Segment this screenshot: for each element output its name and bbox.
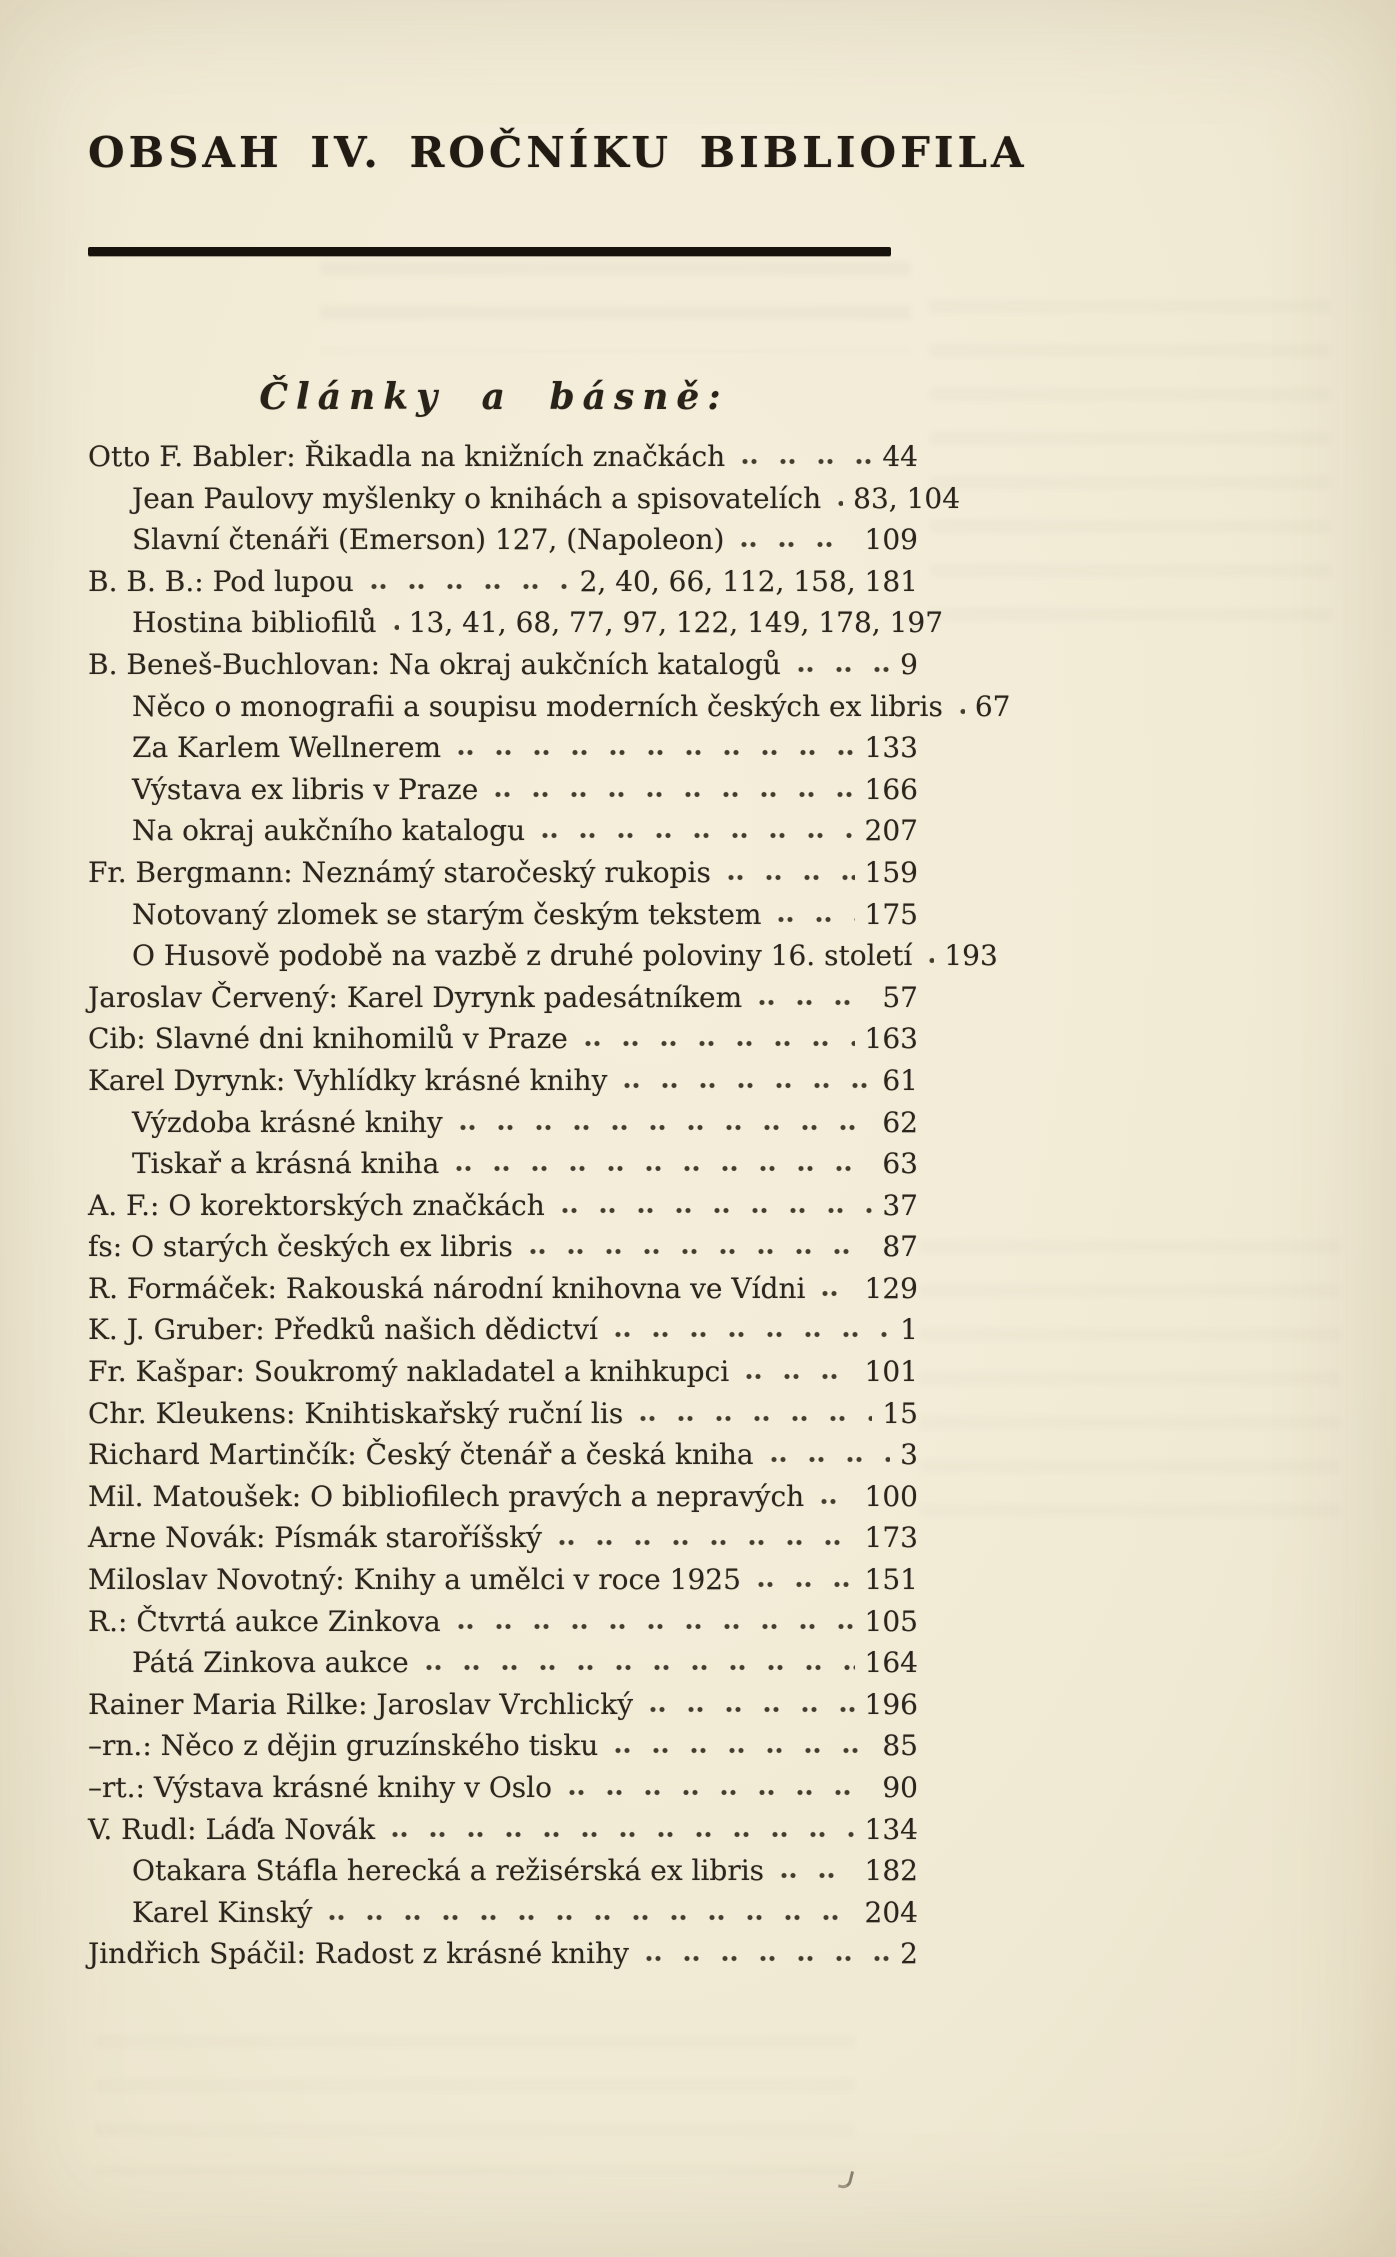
toc-entry-page-numbers: 9: [900, 647, 918, 681]
toc-entry-title: Fr. Bergmann: Neznámý staročeský rukopis: [88, 855, 711, 889]
toc-entry-title: Cib: Slavné dni knihomilů v Praze: [88, 1022, 568, 1056]
toc-entry-page-numbers: 67: [974, 689, 1011, 723]
toc-entry-row: [88, 1226, 918, 1268]
dot-leader: [457, 748, 854, 757]
toc-entry-title: Notovaný zlomek se starým českým tekstem: [132, 897, 762, 931]
dot-leader: [425, 1663, 855, 1672]
toc-entry-page-numbers: 196: [864, 1687, 918, 1721]
toc-entry-row: [88, 977, 918, 1019]
dot-leader: [820, 1497, 854, 1506]
dot-leader: [529, 1247, 872, 1256]
dot-leader: [455, 1164, 872, 1173]
toc-entry-title: K. J. Gruber: Předků našich dědictví: [88, 1313, 598, 1347]
toc-entry-page-numbers: 85: [882, 1729, 918, 1763]
toc-entry-title: Karel Dyrynk: Vyhlídky krásné knihy: [88, 1063, 608, 1097]
toc-entry-page-numbers: 173: [864, 1521, 918, 1555]
toc-entry-row: [88, 1102, 918, 1144]
dot-leader: [928, 956, 934, 965]
toc-entry-page-numbers: 129: [864, 1271, 918, 1305]
toc-entry-row: [88, 1850, 918, 1892]
toc-entry-title: B. B. B.: Pod lupou: [88, 564, 354, 598]
toc-entry-title: Rainer Maria Rilke: Jaroslav Vrchlický: [88, 1687, 634, 1721]
toc-entry-page-numbers: 37: [882, 1188, 918, 1222]
toc-entry-title: Mil. Matoušek: O bibliofilech pravých a nepravých: [88, 1479, 805, 1513]
toc-entry-page-numbers: 57: [882, 980, 918, 1014]
toc-entry-row: [88, 602, 944, 644]
dot-leader: [649, 1705, 855, 1714]
toc-entry-title: Chr. Kleukens: Knihtiskařský ruční lis: [88, 1396, 624, 1430]
toc-entry-title: Otto F. Babler: Řikadla na knižních značkách: [88, 440, 726, 473]
toc-entry-row: [88, 727, 918, 769]
dot-leader: [614, 1330, 890, 1339]
toc-entry-page-numbers: 204: [864, 1895, 918, 1929]
toc-entry-row: [88, 935, 998, 977]
dot-leader: [797, 665, 890, 674]
reverse-side-show-through: [320, 262, 910, 352]
toc-entry-title: Richard Martinčík: Český čtenář a česká kniha: [88, 1438, 754, 1472]
dot-leader: [623, 1081, 872, 1090]
toc-entry-row: [88, 1767, 918, 1809]
dot-leader: [541, 831, 854, 840]
toc-entry-row: [88, 1517, 918, 1559]
toc-entry-page-numbers: 62: [882, 1105, 918, 1139]
toc-entry-title: R.: Čtvrtá aukce Zinkova: [88, 1604, 441, 1638]
toc-entry-title: B. Beneš-Buchlovan: Na okraj aukčních katalogů: [88, 647, 781, 681]
reverse-side-show-through: [95, 2035, 855, 2175]
toc-entry-page-numbers: 15: [882, 1396, 918, 1430]
toc-entry-page-numbers: 151: [864, 1563, 918, 1597]
toc-entry-row: [88, 686, 1011, 728]
toc-entry-page-numbers: 87: [882, 1230, 918, 1264]
toc-entry-row: [88, 1018, 918, 1060]
dot-leader: [959, 707, 965, 716]
toc-entry-row: [88, 1684, 918, 1726]
toc-entry-title: Hostina bibliofilů: [132, 606, 377, 640]
toc-entry-page-numbers: 61: [882, 1063, 918, 1097]
dot-leader: [568, 1788, 872, 1797]
reverse-side-show-through: [930, 300, 1330, 630]
toc-entry-page-numbers: 159: [864, 855, 918, 889]
dot-leader: [740, 540, 854, 549]
toc-entry-row: [88, 1476, 918, 1518]
dot-leader: [758, 998, 872, 1007]
toc-entry-row: [88, 1268, 918, 1310]
toc-entry-title: Miloslav Novotný: Knihy a umělci v roce 1925: [88, 1563, 741, 1597]
dot-leader: [727, 873, 855, 882]
table-of-contents: [88, 436, 1011, 1975]
toc-entry-row: [88, 1642, 918, 1684]
toc-entry-row: [88, 810, 918, 852]
section-heading: Články a básně:: [259, 375, 729, 418]
toc-entry-page-numbers: 109: [864, 523, 918, 557]
toc-entry-title: R. Formáček: Rakouská národní knihovna ve Vídni: [88, 1271, 806, 1305]
toc-entry-title: fs: O starých českých ex libris: [88, 1230, 513, 1264]
dot-leader: [745, 1372, 854, 1381]
toc-entry-title: Jindřich Spáčil: Radost z krásné knihy: [88, 1937, 629, 1971]
toc-entry-page-numbers: 175: [864, 897, 918, 931]
reverse-side-show-through: [920, 1240, 1340, 1520]
toc-entry-title: Něco o monografii a soupisu moderních českých ex libris: [132, 689, 943, 723]
toc-entry-page-numbers: 2: [900, 1937, 918, 1971]
toc-entry-row: [88, 1143, 918, 1185]
toc-entry-page-numbers: 207: [864, 814, 918, 848]
toc-entry-page-numbers: 164: [864, 1646, 918, 1680]
dot-leader: [770, 1455, 891, 1464]
toc-entry-row: [88, 1060, 918, 1102]
toc-entry-row: [88, 1351, 918, 1393]
toc-entry-title: A. F.: O korektorských značkách: [88, 1188, 545, 1222]
dot-leader: [837, 499, 843, 508]
dot-leader: [457, 1622, 855, 1631]
toc-entry-page-numbers: 13, 41, 68, 77, 97, 122, 149, 178, 197: [408, 606, 944, 640]
toc-entry-row: [88, 894, 918, 936]
toc-entry-page-numbers: 101: [864, 1355, 918, 1389]
dot-leader: [777, 915, 854, 924]
toc-entry-title: –rt.: Výstava krásné knihy v Oslo: [88, 1771, 552, 1804]
dot-leader: [584, 1039, 855, 1048]
toc-entry-page-numbers: 1: [900, 1313, 918, 1347]
toc-entry-title: Fr. Kašpar: Soukromý nakladatel a knihkupci: [88, 1355, 730, 1389]
dot-leader: [639, 1414, 872, 1423]
dot-leader: [391, 1830, 854, 1839]
toc-entry-title: Jean Paulovy myšlenky o knihách a spisovatelích: [132, 481, 822, 515]
toc-entry-row: [88, 1559, 918, 1601]
toc-entry-title: Jaroslav Červený: Karel Dyrynk padesátníkem: [88, 980, 743, 1014]
dot-leader: [741, 457, 872, 466]
dot-leader: [393, 623, 399, 632]
toc-entry-page-numbers: 193: [944, 939, 998, 973]
toc-entry-row: [88, 561, 918, 603]
toc-entry-row: [88, 1601, 918, 1643]
page-title: OBSAH IV. ROČNÍKU BIBLIOFILA: [88, 128, 1028, 178]
dot-leader: [459, 1123, 873, 1132]
toc-entry-page-numbers: 83, 104: [853, 481, 961, 515]
toc-entry-title: Na okraj aukčního katalogu: [132, 814, 526, 848]
toc-entry-title: –rn.: Něco z dějin gruzínského tisku: [88, 1729, 599, 1763]
toc-entry-title: Pátá Zinkova aukce: [132, 1646, 409, 1680]
toc-entry-row: [88, 1434, 918, 1476]
toc-entry-title: Tiskař a krásná kniha: [132, 1147, 440, 1181]
dot-leader: [558, 1538, 855, 1547]
toc-entry-row: [88, 1809, 918, 1851]
dot-leader: [494, 790, 854, 799]
toc-entry-title: Karel Kinský: [132, 1895, 313, 1929]
toc-entry-title: V. Rudl: Láďa Novák: [88, 1812, 376, 1846]
toc-entry-row: [88, 1933, 918, 1975]
toc-entry-row: [88, 1892, 918, 1934]
toc-entry-row: [88, 1725, 918, 1767]
toc-entry-title: O Husově podobě na vazbě z druhé poloviny 16. století: [132, 939, 913, 973]
dot-leader: [645, 1954, 890, 1963]
toc-entry-page-numbers: 182: [864, 1854, 918, 1888]
toc-entry-page-numbers: 133: [864, 731, 918, 765]
toc-entry-page-numbers: 63: [882, 1147, 918, 1181]
toc-entry-row: [88, 644, 918, 686]
dot-leader: [561, 1206, 873, 1215]
dot-leader: [780, 1871, 854, 1880]
toc-entry-page-numbers: 100: [864, 1479, 918, 1513]
toc-entry-title: Výzdoba krásné knihy: [132, 1105, 443, 1139]
toc-entry-row: [88, 1309, 918, 1351]
toc-entry-title: Otakara Stáfla herecká a režisérská ex libris: [132, 1854, 765, 1888]
toc-entry-row: [88, 1393, 918, 1435]
toc-entry-title: Arne Novák: Písmák staroříšský: [88, 1521, 542, 1555]
toc-entry-page-numbers: 90: [882, 1771, 918, 1804]
toc-entry-row: [88, 478, 961, 520]
toc-entry-row: [88, 519, 918, 561]
toc-entry-row: [88, 436, 918, 478]
toc-entry-page-numbers: 134: [864, 1812, 918, 1846]
dot-leader: [757, 1580, 855, 1589]
title-divider-rule: [88, 247, 891, 256]
toc-entry-page-numbers: 166: [864, 772, 918, 806]
toc-entry-title: Výstava ex libris v Praze: [132, 772, 479, 806]
toc-entry-page-numbers: 163: [864, 1022, 918, 1056]
toc-entry-page-numbers: 44: [882, 440, 918, 473]
toc-entry-row: [88, 1185, 918, 1227]
dot-leader: [370, 582, 570, 591]
toc-entry-page-numbers: 3: [900, 1438, 918, 1472]
toc-entry-page-numbers: 2, 40, 66, 112, 158, 181: [579, 564, 918, 598]
toc-entry-title: Slavní čtenáři (Emerson) 127, (Napoleon): [132, 523, 725, 557]
dot-leader: [328, 1913, 854, 1922]
dot-leader: [821, 1289, 854, 1298]
toc-entry-row: [88, 852, 918, 894]
toc-entry-page-numbers: 105: [864, 1604, 918, 1638]
toc-entry-title: Za Karlem Wellnerem: [132, 731, 442, 765]
toc-entry-row: [88, 769, 918, 811]
dot-leader: [614, 1746, 872, 1755]
